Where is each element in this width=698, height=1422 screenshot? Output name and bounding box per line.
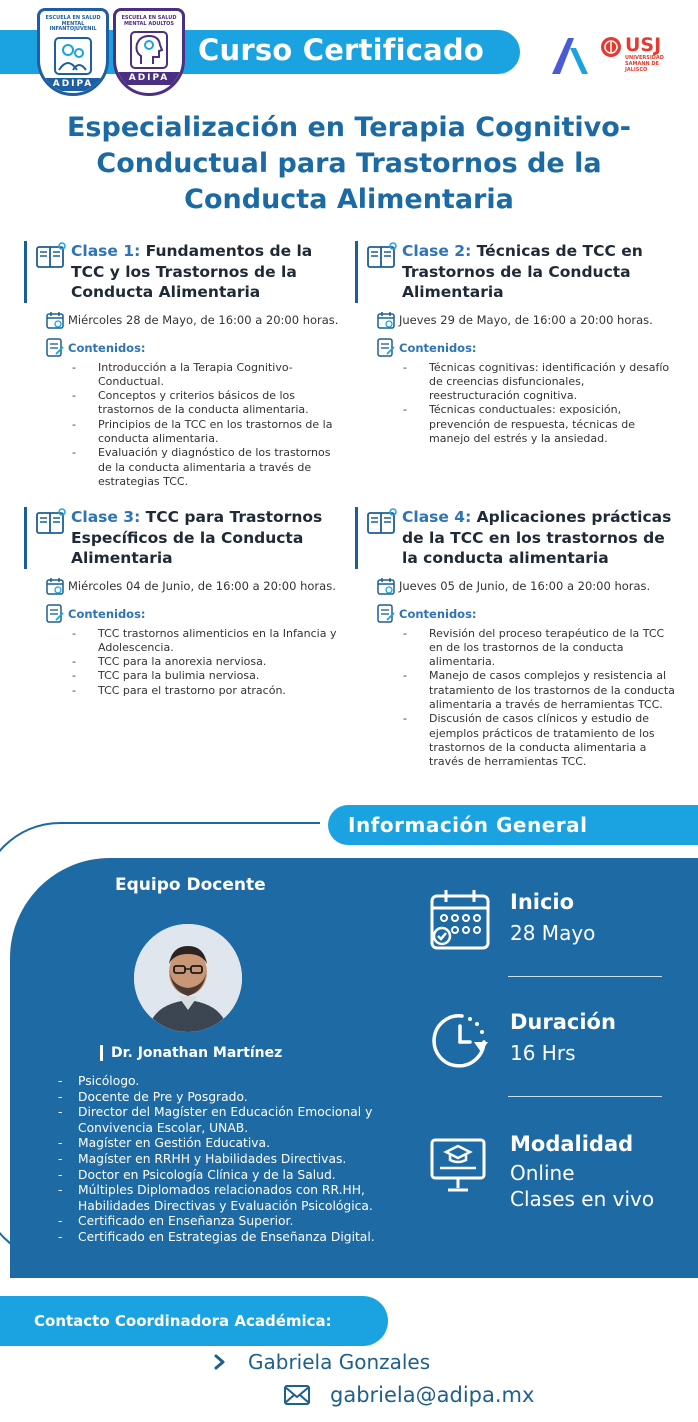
class-book-icon [366, 507, 398, 535]
divider [508, 1096, 662, 1097]
class-header [24, 241, 344, 303]
list-item: - Certificado en Estrategias de Enseñanza Digital. [78, 1230, 408, 1246]
usj-seal-icon [600, 36, 622, 58]
header-title: Curso Certificado [198, 33, 484, 67]
class-number: Clase 2: [402, 242, 472, 260]
document-icon [377, 338, 395, 358]
list-item: - Manejo de casos complejos y resistencia al tratamiento de los trastornos de la conducta alimentaria a través de herramientas TCC. [429, 669, 675, 712]
duration-value: 16 Hrs [510, 1041, 576, 1065]
partner-a-logo [548, 34, 592, 76]
class-title: TCC para Trastornos Específicos de la Conducta Alimentaria [71, 508, 323, 567]
usj-subtitle-3: JALISCO [625, 67, 648, 73]
duration-info [428, 1008, 616, 1076]
contact-email-row[interactable] [284, 1383, 534, 1407]
course-title [0, 110, 698, 218]
family-icon [53, 36, 93, 76]
contact-title: Contacto Coordinadora Académica: [0, 1296, 388, 1346]
list-item: - TCC para la anorexia nerviosa. [98, 655, 344, 669]
class-number: Clase 3: [71, 508, 141, 526]
list-item: - Revisión del proceso terapéutico de la TCC en de los trastornos de la conducta alimentaria. [429, 627, 675, 670]
online-class-icon [428, 1130, 492, 1194]
adipa-infantojuvenil-logo [37, 8, 109, 96]
document-icon [46, 338, 64, 358]
adipa-adultos-logo [113, 8, 185, 96]
contents-label: Contenidos: [399, 606, 477, 621]
usj-subtitle-2: SAMANN DE [625, 61, 659, 67]
clock-icon [428, 1008, 492, 1072]
class-number: Clase 1: [71, 242, 141, 260]
list-item: - Evaluación y diagnóstico de los trastornos de la conducta alimentaria a través de estrategias TCC. [98, 446, 344, 489]
modality-value-1: Online [510, 1161, 575, 1185]
list-item: - Conceptos y criterios básicos de los trastornos de la conducta alimentaria. [98, 389, 344, 418]
badge-name: ADIPA [40, 78, 106, 91]
list-item: - TCC para la bulimia nerviosa. [98, 669, 344, 683]
class-2-block [355, 241, 675, 446]
start-info [428, 888, 596, 956]
class-date: Miércoles 28 de Mayo, de 16:00 a 20:00 horas. [68, 312, 339, 327]
usj-name: USJ [625, 34, 662, 56]
class-header [24, 507, 344, 569]
list-item: - Principios de la TCC en los trastornos de la conducta alimentaria. [98, 418, 344, 447]
teacher-photo [134, 924, 242, 1032]
class-book-icon [366, 241, 398, 269]
list-item: - TCC trastornos alimenticios en la Infancia y Adolescencia. [98, 627, 344, 656]
email-icon [284, 1385, 310, 1405]
class-header [355, 241, 675, 303]
class-contents-list [24, 627, 344, 698]
list-item: - Director del Magíster en Educación Emocional y Convivencia Escolar, UNAB. [78, 1105, 408, 1136]
class-header [355, 507, 675, 569]
list-item: - Técnicas conductuales: exposición, prevención de respuesta, técnicas de manejo del estrés y la ansiedad. [429, 403, 675, 446]
start-value: 28 Mayo [510, 921, 596, 945]
duration-label: Duración [510, 1010, 616, 1034]
document-icon [46, 604, 64, 624]
badge-top-text: ESCUELA EN SALUD MENTAL ADULTOS [121, 15, 177, 27]
chevron-right-icon [214, 1354, 226, 1370]
list-item: - TCC para el trastorno por atracón. [98, 684, 344, 698]
modality-value-2: Clases en vivo [510, 1187, 655, 1211]
list-item: - Magíster en Gestión Educativa. [78, 1136, 408, 1152]
document-icon [377, 604, 395, 624]
class-number: Clase 4: [402, 508, 472, 526]
usj-subtitle-1: UNIVERSIDAD [625, 55, 664, 61]
calendar-icon [377, 311, 395, 329]
calendar-icon [377, 577, 395, 595]
class-contents-list [355, 361, 675, 447]
info-section-title: Información General [328, 805, 698, 845]
contact-email-link[interactable]: gabriela@adipa.mx [330, 1383, 535, 1407]
usj-logo [600, 36, 664, 73]
contents-label: Contenidos: [68, 340, 146, 355]
class-contents-list [355, 627, 675, 770]
calendar-icon [46, 577, 64, 595]
list-item: - Magíster en RRHH y Habilidades Directivas. [78, 1152, 408, 1168]
class-title: Técnicas de TCC en Trastornos de la Conducta Alimentaria [402, 242, 643, 301]
contact-person [214, 1350, 430, 1374]
contents-label: Contenidos: [68, 606, 146, 621]
start-label: Inicio [510, 890, 575, 914]
class-contents-list [24, 361, 344, 490]
modality-info [428, 1130, 655, 1211]
class-1-block [24, 241, 344, 489]
list-item: - Psicólogo. [78, 1074, 408, 1090]
list-item: - Técnicas cognitivas: identificación y desafío de creencias disfuncionales, reestructuración cognitiva. [429, 361, 675, 404]
list-item: - Múltiples Diplomados relacionados con RR.HH, Habilidades Directivas y Evaluación Psicológica. [78, 1183, 408, 1214]
badge-name: ADIPA [116, 72, 182, 85]
calendar-icon [428, 888, 492, 952]
class-4-block [355, 507, 675, 769]
list-item: - Doctor en Psicología Clínica y de la Salud. [78, 1168, 408, 1184]
divider [508, 976, 662, 977]
teacher-name: Dr. Jonathan Martínez [100, 1045, 282, 1061]
head-brain-icon [129, 30, 169, 70]
course-title-text: Especialización en Terapia Cognitivo-Conductual para Trastornos de la Conducta Alimentaria [66, 112, 631, 215]
team-title: Equipo Docente [115, 875, 266, 895]
contact-name: Gabriela Gonzales [248, 1350, 431, 1374]
calendar-icon [46, 311, 64, 329]
class-3-block [24, 507, 344, 698]
modality-label: Modalidad [510, 1132, 634, 1156]
class-book-icon [35, 241, 67, 269]
badge-top-text: ESCUELA EN SALUD MENTAL INFANTOJUVENIL [45, 15, 101, 32]
class-date: Jueves 05 de Junio, de 16:00 a 20:00 horas. [399, 578, 651, 593]
list-item: - Discusión de casos clínicos y estudio de ejemplos prácticos de tratamiento de los trastornos de la conducta alimentaria a través de herramientas TCC. [429, 712, 675, 769]
class-book-icon [35, 507, 67, 535]
teacher-bio-list [78, 1074, 408, 1246]
contents-label: Contenidos: [399, 340, 477, 355]
list-item: - Docente de Pre y Posgrado. [78, 1090, 408, 1106]
class-title: Fundamentos de la TCC y los Trastornos de la Conducta Alimentaria [71, 242, 313, 301]
class-date: Jueves 29 de Mayo, de 16:00 a 20:00 horas. [399, 312, 653, 327]
class-title: Aplicaciones prácticas de la TCC en los trastornos de la conducta alimentaria [402, 508, 672, 567]
list-item: - Certificado en Enseñanza Superior. [78, 1214, 408, 1230]
list-item: - Introducción a la Terapia Cognitivo-Conductual. [98, 361, 344, 390]
avatar [134, 924, 242, 1032]
class-date: Miércoles 04 de Junio, de 16:00 a 20:00 horas. [68, 578, 336, 593]
